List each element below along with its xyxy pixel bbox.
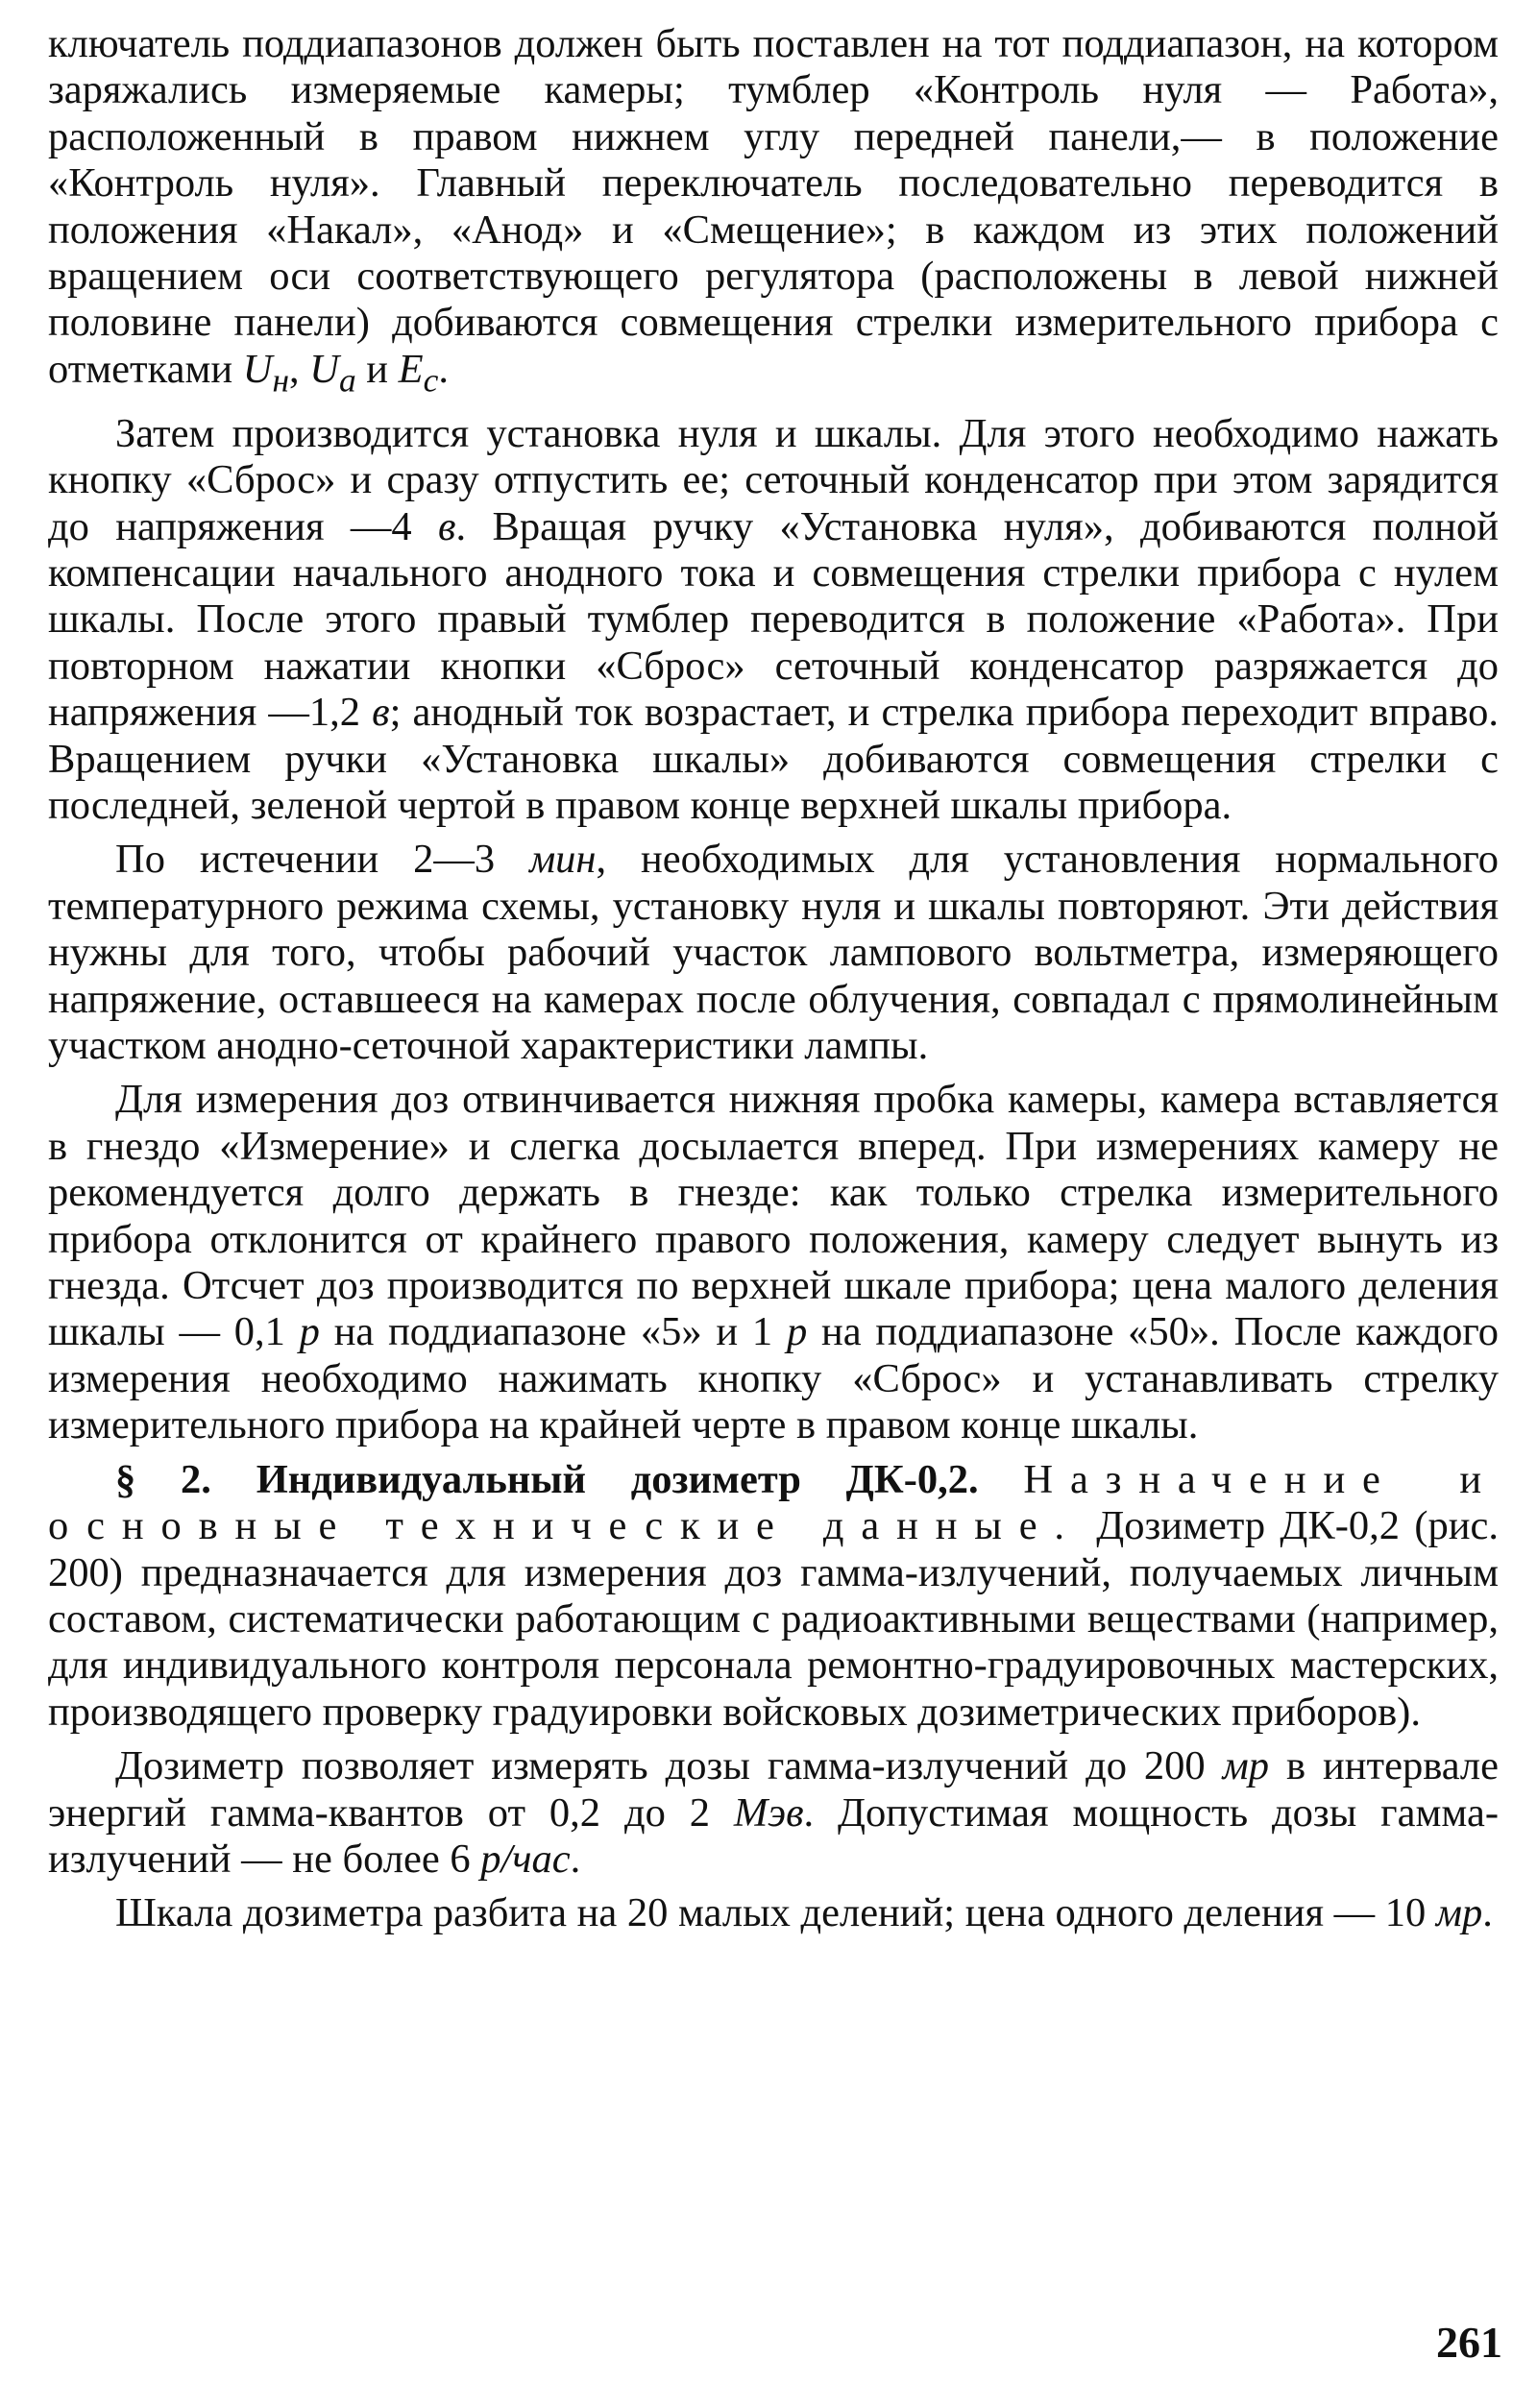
- unit-milliroentgen: мр: [1435, 1890, 1483, 1936]
- period: .: [570, 1836, 581, 1882]
- unit-volt: в: [438, 503, 456, 549]
- paragraph-6-text-b: в интервале энергий гамма-квантов от 0,2 до 2: [48, 1743, 1500, 1836]
- conjunction: и: [355, 346, 399, 392]
- unit-roentgen: р: [786, 1309, 808, 1355]
- symbol-ec-base: E: [398, 346, 424, 392]
- paragraph-2-text-a: Затем производится установка нуля и шкалы. Для этого необходимо нажать кнопку «Сброс» и сразу отпустить ее; сеточный конденсатор при этом зарядится до напряжения —4: [48, 410, 1499, 549]
- paragraph-4-text-a: Для измерения доз отвинчивается нижняя пробка камеры, камера вставляется в гнездо «Измерение» и слегка досылается вперед. При измерениях камеру не рекомендуется долго держать в гнезде: как только стрелка измерительного прибора отклонится от крайнего правого положения, камеру следует вынуть из гнезда. Отсчет доз производится по верхней шкале прибора; цена малого деления шкалы — 0,1: [48, 1077, 1499, 1355]
- paragraph-3: [48, 837, 1499, 1069]
- symbol-ec-sub: c: [423, 360, 439, 400]
- period: .: [1482, 1890, 1493, 1936]
- symbol-un: [242, 346, 290, 400]
- page-body: [48, 21, 1499, 1937]
- symbol-ua-base: U: [309, 346, 339, 392]
- paragraph-4-text-b: на поддиапазоне «5» и 1: [319, 1309, 787, 1355]
- paragraph-4: [48, 1077, 1499, 1448]
- unit-roentgen: р: [299, 1309, 320, 1355]
- symbol-ua-sub: a: [338, 360, 356, 400]
- paragraph-1: [48, 21, 1499, 403]
- unit-minute: мин: [529, 837, 597, 883]
- symbol-un-base: U: [242, 346, 273, 392]
- unit-milliroentgen: мр: [1222, 1743, 1270, 1789]
- symbol-ua: [309, 346, 356, 400]
- paragraph-2-text-c: ; анодный ток возрастает, и стрелка прибора переходит вправо. Вращением ручки «Установка шкалы» добиваются совмещения стрелки с последней, зеленой чертой в правом конце верхней шкалы прибора.: [48, 690, 1499, 828]
- unit-roentgen-per-hour: р/час: [480, 1836, 571, 1882]
- paragraph-4-text-c: на поддиапазоне «50». После каждого измерения необходимо нажимать кнопку «Сброс» и устанавливать стрелку измерительного прибора на крайней черте в правом конце шкалы.: [48, 1309, 1500, 1448]
- paragraph-3-text-b: , необходимых для установления нормального температурного режима схемы, установку нуля и шкалы повторяют. Эти действия нужны для того, чтобы рабочий участок лампового вольтметра, измеряющего напряжение, оставшееся на камерах после облучения, совпадал с прямолинейным участком анодно-сеточной характеристики лампы.: [48, 837, 1499, 1069]
- symbol-ec: [398, 346, 439, 400]
- section-heading: § 2. Индивидуальный дозиметр ДК-0,2.: [115, 1456, 979, 1502]
- paragraph-1-text: ключатель поддиапазонов должен быть поставлен на тот поддиапазон, на котором заряжались измеряемые камеры; тумблер «Контроль нуля — Работа», расположенный в правом нижнем углу передней панели,— в положение «Контроль нуля». Главный переключатель последовательно переводится в положения «Накал», «Анод» и «Смещение»; в каждом из этих положений вращением оси соответствующего регулятора (расположены в левой нижней половине панели) добиваются совмещения стрелки измерительного прибора с отметками: [48, 21, 1499, 392]
- unit-volt: в: [372, 690, 390, 736]
- separator: ,: [289, 346, 310, 392]
- symbol-un-sub: н: [272, 360, 290, 400]
- unit-mev: Мэв: [733, 1789, 804, 1836]
- period: .: [438, 346, 449, 392]
- paragraph-6: [48, 1743, 1499, 1883]
- section-2-text: Дозиметр ДК-0,2 (рис. 200) предназначается для измерения доз гамма-излучений, получаемых личным составом, систематически работающим с радиоактивными веществами (например, для индивидуального контроля персонала ремонтно-градуировочных мастерских, производящего проверку градуировки войсковых дозиметрических приборов).: [48, 1503, 1500, 1735]
- paragraph-6-text-c: . Допустимая мощность дозы гамма-излучений — не более 6: [48, 1789, 1499, 1882]
- section-subheading: Назначение и основные технические данные.: [48, 1456, 1499, 1549]
- paragraph-2: [48, 411, 1499, 830]
- paragraph-7-text-a: Шкала дозиметра разбита на 20 малых делений; цена одного деления — 10: [115, 1890, 1436, 1936]
- paragraph-6-text-a: Дозиметр позволяет измерять дозы гамма-излучений до 200: [115, 1743, 1223, 1789]
- paragraph-7: [48, 1890, 1499, 1936]
- paragraph-2-text-b: . Вращая ручку «Установка нуля», добиваются полной компенсации начального анодного тока и совмещения стрелки прибора с нулем шкалы. После этого правый тумблер переводится в положение «Работа». При повторном нажатии кнопки «Сброс» сеточный конденсатор разряжается до напряжения —1,2: [48, 503, 1500, 736]
- page-number: 261: [1436, 2318, 1502, 2367]
- paragraph-3-text-a: По истечении 2—3: [115, 837, 530, 883]
- section-2-paragraph: [48, 1457, 1499, 1736]
